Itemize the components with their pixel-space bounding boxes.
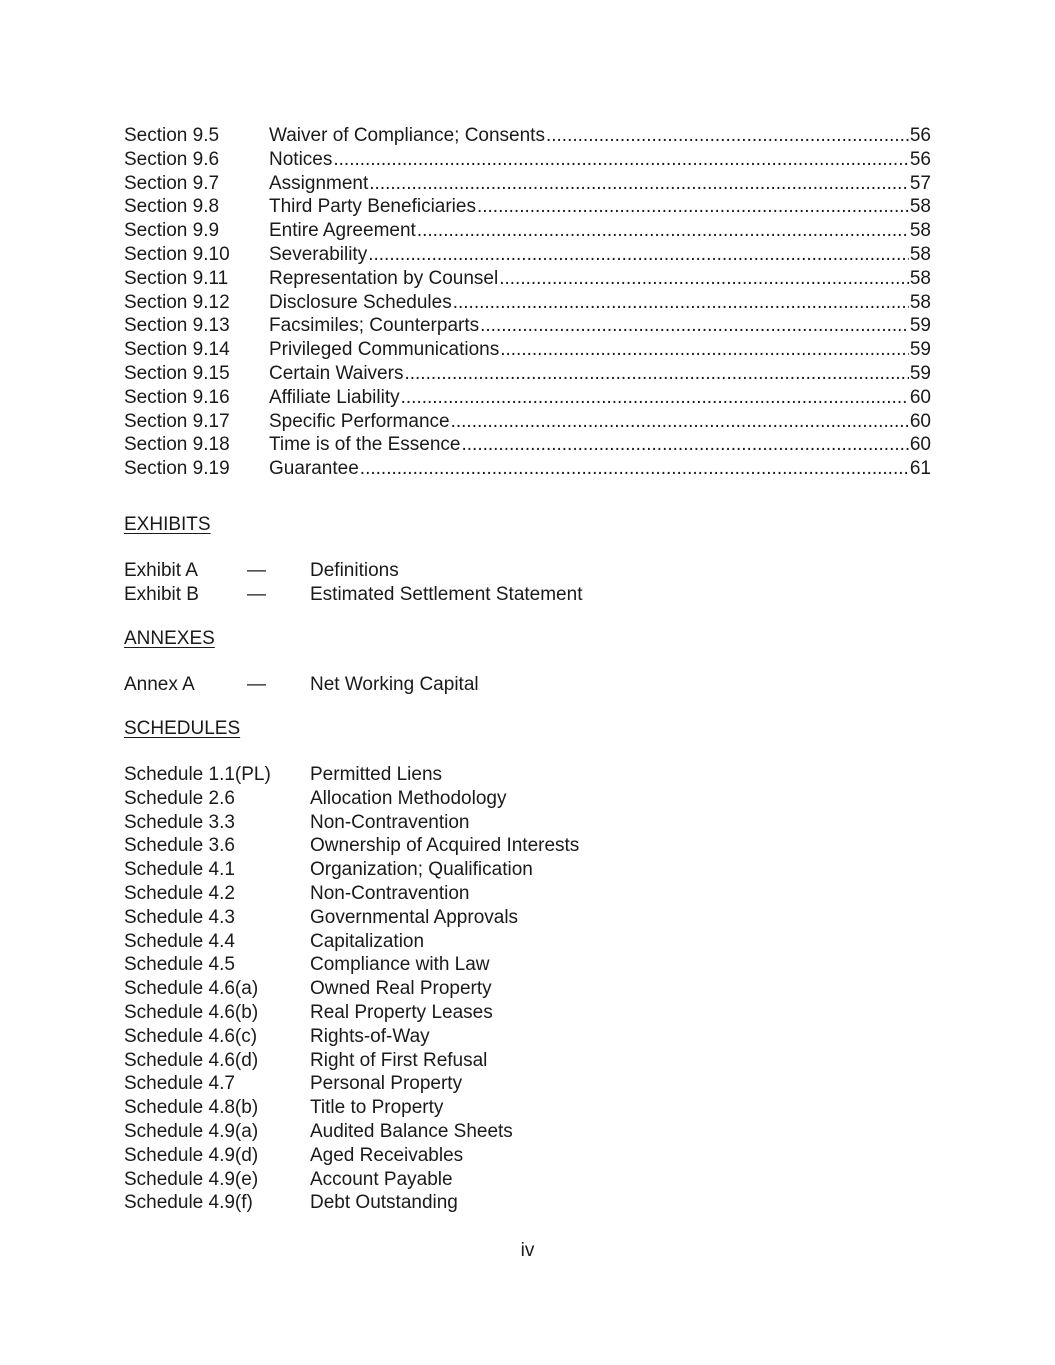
toc-page-number: 58: [909, 220, 931, 242]
toc-page-number: 61: [909, 458, 931, 480]
schedule-label: Schedule 4.6(b): [124, 1001, 259, 1023]
schedule-title: Account Payable: [310, 1168, 453, 1190]
dot-leader: [546, 124, 909, 148]
toc-page-number: 60: [909, 386, 931, 408]
exhibit-entry-title: Definitions: [310, 559, 399, 581]
toc-title-line: [269, 314, 931, 338]
toc-entry: [124, 386, 931, 410]
toc-entry: [124, 172, 931, 196]
schedule-label: Schedule 4.9(d): [124, 1144, 259, 1166]
toc-page-number: 57: [909, 172, 931, 194]
toc-entry: [124, 457, 931, 481]
toc-entry: [124, 243, 931, 267]
schedule-label: Schedule 4.4: [124, 930, 235, 952]
toc-page-number: 58: [909, 243, 931, 265]
toc-section-title: Certain Waivers: [269, 362, 404, 384]
exhibits-heading: EXHIBITS: [124, 513, 211, 535]
toc-section-number: Section 9.11: [124, 267, 229, 289]
annexes-heading: ANNEXES: [124, 627, 215, 649]
toc-title-line: [269, 386, 931, 410]
toc-page-number: 58: [909, 196, 931, 218]
dot-leader: [451, 410, 909, 434]
toc-section-number: Section 9.7: [124, 172, 220, 194]
toc-entry: [124, 338, 931, 362]
exhibit-entry-label: Exhibit A: [124, 559, 198, 581]
toc-section-title: Waiver of Compliance; Consents: [269, 125, 545, 146]
toc-title-line: [269, 338, 931, 362]
toc-page-number: 60: [909, 434, 931, 456]
toc-entry: [124, 433, 931, 457]
toc-entry: [124, 195, 931, 219]
toc-page-number: 59: [909, 362, 931, 384]
schedule-title: Audited Balance Sheets: [310, 1120, 513, 1142]
schedule-title: Compliance with Law: [310, 954, 490, 976]
document-page: [124, 124, 931, 1215]
schedule-title: Ownership of Acquired Interests: [310, 835, 580, 857]
em-dash: —: [247, 559, 266, 581]
schedule-label: Schedule 4.6(d): [124, 1049, 259, 1071]
schedule-label: Schedule 3.6: [124, 835, 235, 857]
schedule-entry: [124, 858, 931, 882]
toc-section-title: Entire Agreement: [269, 220, 416, 242]
schedule-label: Schedule 4.9(a): [124, 1120, 259, 1142]
toc-section-number: Section 9.18: [124, 434, 230, 456]
schedules-heading: SCHEDULES: [124, 717, 241, 739]
exhibit-entry-label: Exhibit B: [124, 583, 199, 605]
exhibit-entry-title: Estimated Settlement Statement: [310, 583, 583, 605]
schedule-entry: [124, 1025, 931, 1049]
toc-section-title: Affiliate Liability: [269, 386, 400, 408]
schedule-label: Schedule 4.1: [124, 859, 235, 881]
dot-leader: [453, 291, 909, 315]
schedule-entry: [124, 1144, 931, 1168]
schedule-title: Non-Contravention: [310, 882, 470, 904]
schedule-title: Capitalization: [310, 930, 425, 952]
dot-leader: [500, 338, 909, 362]
schedule-entry: [124, 906, 931, 930]
schedule-label: Schedule 4.8(b): [124, 1097, 259, 1119]
schedule-title: Permitted Liens: [310, 763, 443, 785]
toc-title-line: [269, 291, 931, 315]
toc-section-number: Section 9.6: [124, 148, 220, 170]
annex-entry-title: Net Working Capital: [310, 673, 479, 695]
em-dash: —: [247, 673, 266, 695]
schedule-entry: [124, 1096, 931, 1120]
dot-leader: [477, 195, 909, 219]
schedule-entry: [124, 763, 931, 787]
toc-section-number: Section 9.9: [124, 220, 220, 242]
toc-entry: [124, 219, 931, 243]
dot-leader: [360, 457, 909, 481]
schedule-entry: [124, 834, 931, 858]
toc-title-line: [269, 362, 931, 386]
toc-entry: [124, 124, 931, 148]
annex-entry: [124, 673, 931, 697]
toc-section-title: Notices: [269, 148, 333, 170]
schedule-label: Schedule 1.1(PL): [124, 763, 271, 785]
schedule-entry: [124, 882, 931, 906]
toc-section-title: Guarantee: [269, 458, 359, 480]
schedule-label: Schedule 4.9(f): [124, 1192, 253, 1214]
toc-section-title: Representation by Counsel: [269, 267, 499, 289]
toc-page-number: 58: [909, 291, 931, 313]
toc-section-number: Section 9.5: [124, 125, 220, 146]
dot-leader: [401, 386, 909, 410]
toc-entry: [124, 148, 931, 172]
schedule-entry: [124, 930, 931, 954]
schedule-title: Title to Property: [310, 1097, 444, 1119]
toc-title-line: [269, 219, 931, 243]
toc-section-number: Section 9.15: [124, 362, 230, 384]
toc-title-line: [269, 124, 931, 148]
toc-page-number: 56: [909, 125, 931, 146]
toc-title-line: [269, 172, 931, 196]
schedule-label: Schedule 4.6(a): [124, 978, 259, 1000]
schedule-title: Right of First Refusal: [310, 1049, 488, 1071]
toc-entry: [124, 362, 931, 386]
toc-section-number: Section 9.14: [124, 339, 230, 361]
em-dash: —: [247, 583, 266, 605]
toc-list: [124, 124, 931, 481]
schedule-label: Schedule 4.2: [124, 882, 235, 904]
toc-entry: [124, 267, 931, 291]
toc-title-line: [269, 243, 931, 267]
dot-leader: [461, 433, 908, 457]
toc-section-title: Specific Performance: [269, 410, 450, 432]
schedule-title: Non-Contravention: [310, 811, 470, 833]
dot-leader: [417, 219, 909, 243]
schedule-title: Governmental Approvals: [310, 906, 519, 928]
schedule-title: Aged Receivables: [310, 1144, 464, 1166]
toc-section-title: Severability: [269, 243, 368, 265]
toc-entry: [124, 410, 931, 434]
schedule-title: Allocation Methodology: [310, 787, 507, 809]
toc-page-number: 58: [909, 267, 931, 289]
toc-title-line: [269, 267, 931, 291]
toc-section-number: Section 9.8: [124, 196, 220, 218]
toc-section-title: Privileged Communications: [269, 339, 500, 361]
schedule-label: Schedule 4.3: [124, 906, 235, 928]
schedule-title: Debt Outstanding: [310, 1192, 458, 1214]
schedule-entry: [124, 811, 931, 835]
page-number: iv: [520, 1240, 535, 1261]
toc-section-number: Section 9.13: [124, 315, 230, 337]
schedule-title: Personal Property: [310, 1073, 463, 1095]
toc-section-title: Third Party Beneficiaries: [269, 196, 476, 218]
toc-section-title: Time is of the Essence: [269, 434, 461, 456]
dot-leader: [404, 362, 908, 386]
toc-page-number: 59: [909, 339, 931, 361]
toc-section-title: Facsimiles; Counterparts: [269, 315, 480, 337]
schedule-title: Rights-of-Way: [310, 1025, 430, 1047]
schedule-entry: [124, 787, 931, 811]
dot-leader: [499, 267, 909, 291]
dot-leader: [369, 172, 909, 196]
schedule-title: Owned Real Property: [310, 978, 492, 1000]
schedule-entry: [124, 1001, 931, 1025]
toc-section-number: Section 9.12: [124, 291, 230, 313]
schedule-label: Schedule 4.7: [124, 1073, 235, 1095]
toc-title-line: [269, 457, 931, 481]
schedule-label: Schedule 4.9(e): [124, 1168, 259, 1190]
toc-entry: [124, 314, 931, 338]
toc-page-number: 56: [909, 148, 931, 170]
schedule-label: Schedule 2.6: [124, 787, 235, 809]
toc-title-line: [269, 433, 931, 457]
toc-title-line: [269, 148, 931, 172]
schedule-title: Organization; Qualification: [310, 859, 533, 881]
toc-title-line: [269, 410, 931, 434]
annexes-list: [124, 673, 931, 697]
toc-title-line: [269, 195, 931, 219]
schedule-entry: [124, 1191, 931, 1215]
toc-section-title: Disclosure Schedules: [269, 291, 452, 313]
dot-leader: [368, 243, 909, 267]
schedules-list: [124, 763, 931, 1215]
dot-leader: [480, 314, 909, 338]
toc-section-number: Section 9.19: [124, 458, 230, 480]
toc-section-title: Assignment: [269, 172, 369, 194]
toc-page-number: 59: [909, 315, 931, 337]
schedule-label: Schedule 4.5: [124, 954, 235, 976]
schedule-entry: [124, 953, 931, 977]
schedule-entry: [124, 1168, 931, 1192]
schedule-entry: [124, 1072, 931, 1096]
toc-section-number: Section 9.17: [124, 410, 230, 432]
schedule-entry: [124, 1120, 931, 1144]
annex-entry-label: Annex A: [124, 673, 195, 695]
exhibits-list: [124, 559, 931, 607]
exhibit-entry: [124, 559, 931, 583]
schedule-label: Schedule 4.6(c): [124, 1025, 258, 1047]
dot-leader: [333, 148, 909, 172]
schedule-label: Schedule 3.3: [124, 811, 235, 833]
schedule-entry: [124, 977, 931, 1001]
schedule-title: Real Property Leases: [310, 1001, 493, 1023]
exhibit-entry: [124, 583, 931, 607]
toc-entry: [124, 291, 931, 315]
toc-page-number: 60: [909, 410, 931, 432]
schedule-entry: [124, 1049, 931, 1073]
toc-section-number: Section 9.10: [124, 243, 230, 265]
toc-section-number: Section 9.16: [124, 386, 230, 408]
